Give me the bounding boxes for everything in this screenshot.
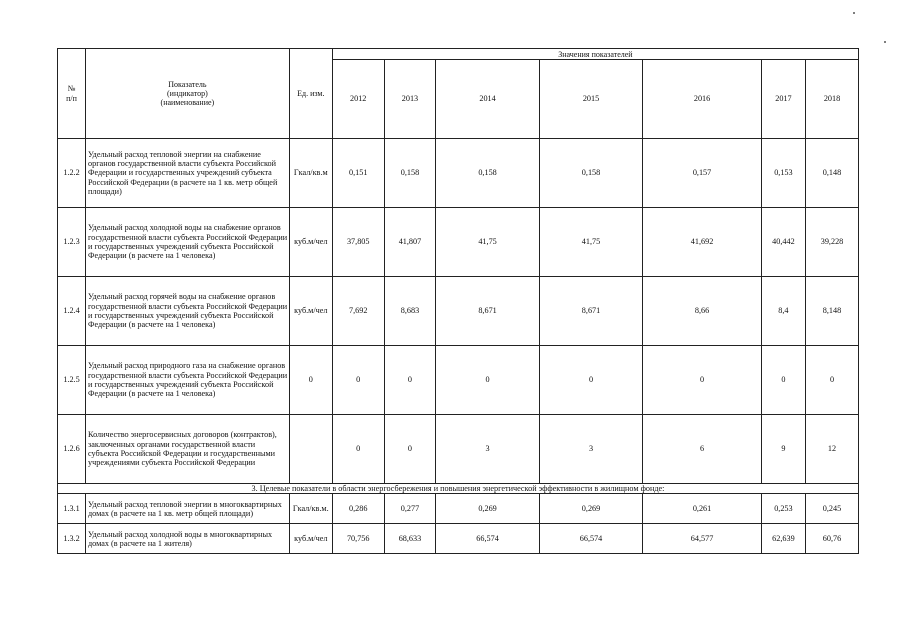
row-indicator: Удельный расход тепловой энергии на снабжение органов государственной власти субъекта Российской Федерации и государственных учреждений субъекта Российской Федерации (в расчете на 1 кв. метр общей площади) bbox=[86, 139, 290, 208]
header-year: 2014 bbox=[436, 60, 539, 139]
header-year: 2012 bbox=[332, 60, 384, 139]
row-value: 0,158 bbox=[539, 139, 642, 208]
scan-speck bbox=[853, 12, 855, 14]
row-value: 7,692 bbox=[332, 277, 384, 346]
row-value: 0,151 bbox=[332, 139, 384, 208]
row-value: 0,245 bbox=[806, 494, 859, 524]
row-number: 1.2.3 bbox=[58, 208, 86, 277]
row-value: 0 bbox=[332, 346, 384, 415]
row-unit: куб.м/чел bbox=[289, 208, 332, 277]
row-indicator: Удельный расход горячей воды на снабжение органов государственной власти субъекта Российской Федерации и государственных учреждений субъекта Российской Федерации (в расчете на 1 человека) bbox=[86, 277, 290, 346]
row-value: 0,269 bbox=[539, 494, 642, 524]
table-row bbox=[58, 524, 859, 554]
header-indicator: Показатель (индикатор) (наименование) bbox=[86, 49, 290, 139]
table-row bbox=[58, 277, 859, 346]
row-number: 1.2.4 bbox=[58, 277, 86, 346]
row-value: 39,228 bbox=[806, 208, 859, 277]
row-value: 64,577 bbox=[643, 524, 762, 554]
row-value: 3 bbox=[436, 415, 539, 484]
row-unit: Гкал/кв.м. bbox=[289, 494, 332, 524]
row-indicator: Количество энергосервисных договоров (контрактов), заключенных органами государственной власти субъекта Российской Федерации и государственными учреждениями субъекта Российской Федерации bbox=[86, 415, 290, 484]
header-year: 2018 bbox=[806, 60, 859, 139]
header-year: 2013 bbox=[384, 60, 436, 139]
row-value: 8,148 bbox=[806, 277, 859, 346]
header-num: № п/п bbox=[58, 49, 86, 139]
row-value: 0,153 bbox=[761, 139, 805, 208]
table-row bbox=[58, 415, 859, 484]
row-value: 0 bbox=[332, 415, 384, 484]
header-year: 2015 bbox=[539, 60, 642, 139]
row-value: 41,75 bbox=[539, 208, 642, 277]
row-value: 37,805 bbox=[332, 208, 384, 277]
row-value: 0 bbox=[539, 346, 642, 415]
row-value: 62,639 bbox=[761, 524, 805, 554]
table-row bbox=[58, 208, 859, 277]
row-value: 8,66 bbox=[643, 277, 762, 346]
row-value: 0 bbox=[436, 346, 539, 415]
row-value: 8,671 bbox=[436, 277, 539, 346]
row-value: 8,683 bbox=[384, 277, 436, 346]
row-value: 0,157 bbox=[643, 139, 762, 208]
row-value: 0,158 bbox=[436, 139, 539, 208]
row-value: 8,4 bbox=[761, 277, 805, 346]
row-number: 1.2.6 bbox=[58, 415, 86, 484]
row-value: 9 bbox=[761, 415, 805, 484]
row-value: 0 bbox=[806, 346, 859, 415]
row-value: 0,158 bbox=[384, 139, 436, 208]
row-indicator: Удельный расход холодной воды в многоквартирных домах (в расчете на 1 жителя) bbox=[86, 524, 290, 554]
table-row bbox=[58, 346, 859, 415]
row-value: 0 bbox=[384, 346, 436, 415]
row-value: 0,277 bbox=[384, 494, 436, 524]
header-year: 2017 bbox=[761, 60, 805, 139]
row-value: 60,76 bbox=[806, 524, 859, 554]
header-unit: Ед. изм. bbox=[289, 49, 332, 139]
row-value: 0,286 bbox=[332, 494, 384, 524]
row-value: 0,261 bbox=[643, 494, 762, 524]
row-value: 41,75 bbox=[436, 208, 539, 277]
header-year: 2016 bbox=[643, 60, 762, 139]
row-value: 0,253 bbox=[761, 494, 805, 524]
row-unit: куб.м/чел bbox=[289, 277, 332, 346]
row-number: 1.2.2 bbox=[58, 139, 86, 208]
row-number: 1.2.5 bbox=[58, 346, 86, 415]
row-unit bbox=[289, 415, 332, 484]
row-value: 66,574 bbox=[539, 524, 642, 554]
row-indicator: Удельный расход природного газа на снабжение органов государственной власти субъекта Российской Федерации и государственных учреждений субъекта Российской Федерации (в расчете на 1 человека) bbox=[86, 346, 290, 415]
row-value: 0 bbox=[643, 346, 762, 415]
row-value: 12 bbox=[806, 415, 859, 484]
row-value: 0,148 bbox=[806, 139, 859, 208]
row-value: 41,692 bbox=[643, 208, 762, 277]
row-value: 41,807 bbox=[384, 208, 436, 277]
row-value: 68,633 bbox=[384, 524, 436, 554]
row-unit: куб.м/чел bbox=[289, 524, 332, 554]
scan-speck bbox=[884, 41, 886, 43]
row-number: 1.3.2 bbox=[58, 524, 86, 554]
row-value: 70,756 bbox=[332, 524, 384, 554]
row-value: 40,442 bbox=[761, 208, 805, 277]
row-unit: Гкал/кв.м bbox=[289, 139, 332, 208]
row-value: 0 bbox=[384, 415, 436, 484]
row-value: 0,269 bbox=[436, 494, 539, 524]
row-value: 66,574 bbox=[436, 524, 539, 554]
section-3-title: 3. Целевые показатели в области энергосбережения и повышения энергетической эффективности в жилищном фонде: bbox=[58, 484, 859, 494]
indicators-table bbox=[57, 48, 859, 554]
row-number: 1.3.1 bbox=[58, 494, 86, 524]
table-row bbox=[58, 139, 859, 208]
row-value: 8,671 bbox=[539, 277, 642, 346]
row-value: 6 bbox=[643, 415, 762, 484]
header-values-group: Значения показателей bbox=[332, 49, 858, 60]
row-indicator: Удельный расход холодной воды на снабжение органов государственной власти субъекта Российской Федерации и государственных учреждений субъекта Российской Федерации (в расчете на 1 человека) bbox=[86, 208, 290, 277]
row-unit: 0 bbox=[289, 346, 332, 415]
row-value: 3 bbox=[539, 415, 642, 484]
row-indicator: Удельный расход тепловой энергии в многоквартирных домах (в расчете на 1 кв. метр общей площади) bbox=[86, 494, 290, 524]
table-row bbox=[58, 494, 859, 524]
row-value: 0 bbox=[761, 346, 805, 415]
section-heading-row bbox=[58, 484, 859, 494]
